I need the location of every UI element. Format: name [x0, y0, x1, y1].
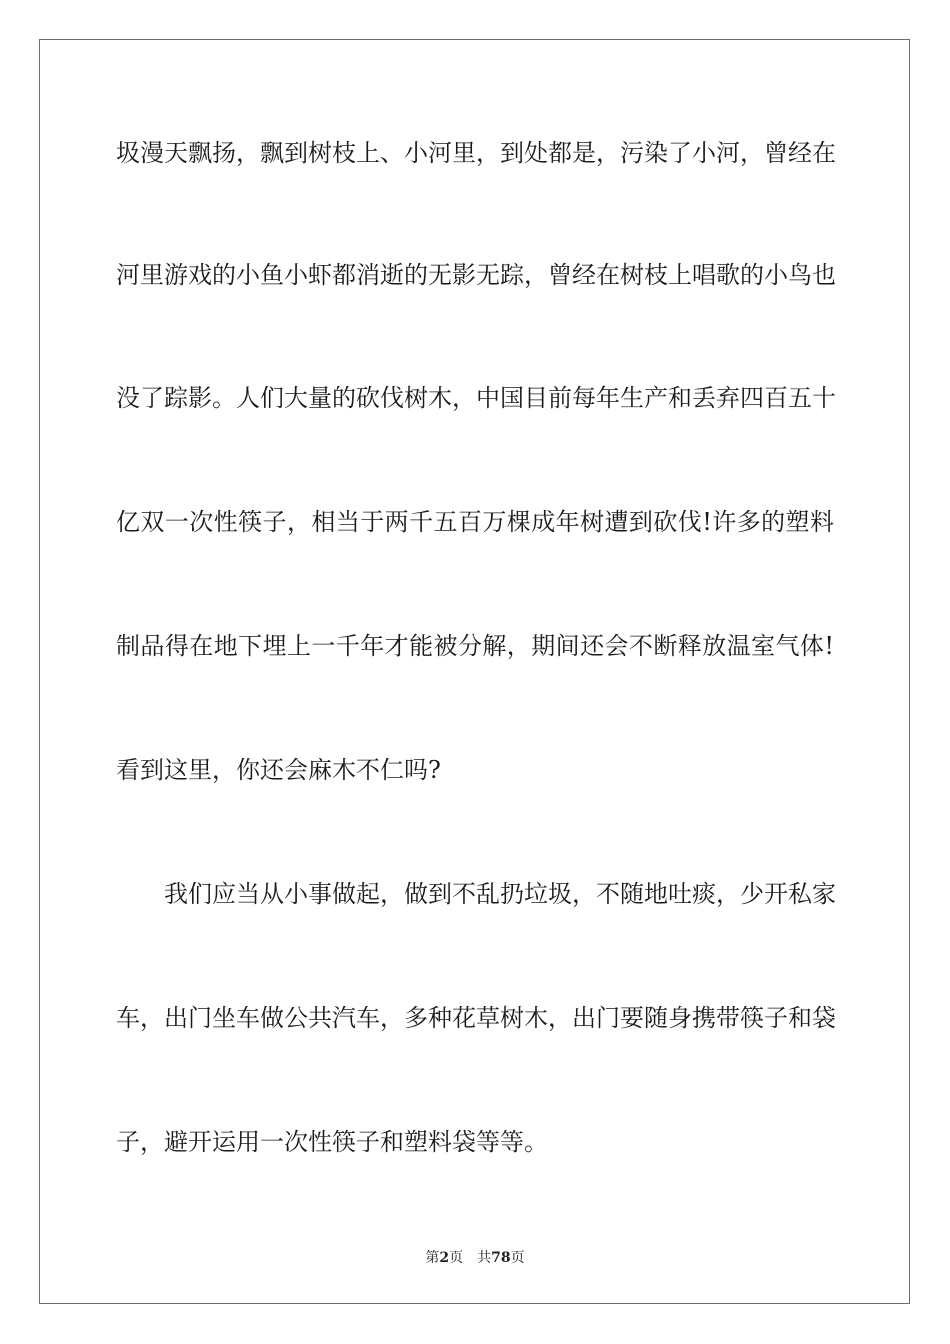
footer-page-prefix: 第 [425, 1250, 440, 1266]
paragraph-line-1: 圾漫天飘扬，飘到树枝上、小河里，到处都是，污染了小河，曾经在 [116, 139, 836, 167]
paragraph-line-5: 制品得在地下埋上一千年才能被分解，期间还会不断释放温室气体! [116, 632, 834, 660]
paragraph-line-3: 没了踪影。人们大量的砍伐树木，中国目前每年生产和丢弃四百五十 [116, 384, 836, 412]
paragraph-line-7: 我们应当从小事做起，做到不乱扔垃圾，不随地吐痰，少开私家 [164, 880, 836, 908]
paragraph-line-2: 河里游戏的小鱼小虾都消逝的无影无踪，曾经在树枝上唱歌的小鸟也 [116, 261, 836, 289]
footer-page-number: 2 [439, 1250, 450, 1266]
footer-page-suffix: 页 [449, 1250, 464, 1266]
paragraph-line-8: 车，出门坐车做公共汽车，多种花草树木，出门要随身携带筷子和袋 [116, 1004, 836, 1032]
paragraph-line-4: 亿双一次性筷子，相当于两千五百万棵成年树遭到砍伐!许多的塑料 [116, 508, 834, 536]
footer-total-pages: 78 [491, 1250, 511, 1266]
paragraph-line-9: 子，避开运用一次性筷子和塑料袋等等。 [116, 1128, 548, 1156]
page-footer [0, 1249, 950, 1267]
footer-total-prefix: 共 [477, 1250, 492, 1266]
page-border [39, 39, 910, 1304]
footer-total-suffix: 页 [510, 1250, 525, 1266]
paragraph-line-6: 看到这里，你还会麻木不仁吗? [116, 756, 441, 784]
